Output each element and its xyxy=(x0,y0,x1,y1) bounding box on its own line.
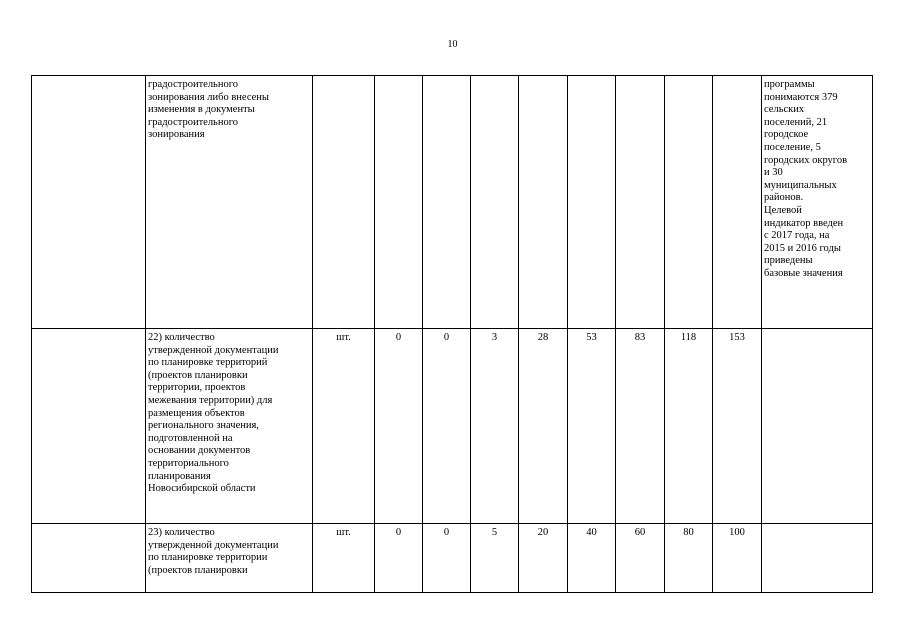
table-cell-blank xyxy=(32,524,146,593)
unit-cell: шт. xyxy=(313,524,375,593)
value-cell: 20 xyxy=(519,524,568,593)
indicators-table xyxy=(31,75,873,593)
value-cell: 153 xyxy=(713,329,762,524)
value-cell xyxy=(423,76,471,329)
value-cell xyxy=(471,76,519,329)
value-cell: 3 xyxy=(471,329,519,524)
value-cell xyxy=(713,76,762,329)
value-cell: 0 xyxy=(423,329,471,524)
page-number: 10 xyxy=(447,39,458,50)
table-row xyxy=(32,76,873,329)
value-cell: 100 xyxy=(713,524,762,593)
note-cell xyxy=(762,329,873,524)
table-cell-blank xyxy=(32,76,146,329)
table-row xyxy=(32,329,873,524)
indicator-name-cell: 22) количество утвержденной документации по планировке территорий (проектов планировки территории, проектов межевания территории) для размещения объектов регионального значения, подготовленной на основании документов территориального планирования Новосибирской области xyxy=(146,329,313,524)
value-cell: 80 xyxy=(665,524,713,593)
value-cell xyxy=(375,76,423,329)
value-cell xyxy=(568,76,616,329)
note-cell xyxy=(762,524,873,593)
unit-cell: шт. xyxy=(313,329,375,524)
value-cell: 0 xyxy=(375,329,423,524)
value-cell: 118 xyxy=(665,329,713,524)
table-cell-blank xyxy=(32,329,146,524)
value-cell: 0 xyxy=(423,524,471,593)
value-cell: 83 xyxy=(616,329,665,524)
indicator-name-cell: 23) количество утвержденной документации по планировке территории (проектов планировки xyxy=(146,524,313,593)
value-cell: 40 xyxy=(568,524,616,593)
value-cell: 28 xyxy=(519,329,568,524)
value-cell xyxy=(665,76,713,329)
value-cell: 60 xyxy=(616,524,665,593)
value-cell xyxy=(519,76,568,329)
value-cell: 0 xyxy=(375,524,423,593)
value-cell: 5 xyxy=(471,524,519,593)
value-cell: 53 xyxy=(568,329,616,524)
note-cell: программы понимаются 379 сельских поселений, 21 городское поселение, 5 городских округов и 30 муниципальных районов. Целевой индикатор введен с 2017 года, на 2015 и 2016 годы приведены базовые значения xyxy=(762,76,873,329)
unit-cell xyxy=(313,76,375,329)
indicator-name-cell: градостроительного зонирования либо внесены изменения в документы градостроительного зонирования xyxy=(146,76,313,329)
table-row xyxy=(32,524,873,593)
value-cell xyxy=(616,76,665,329)
